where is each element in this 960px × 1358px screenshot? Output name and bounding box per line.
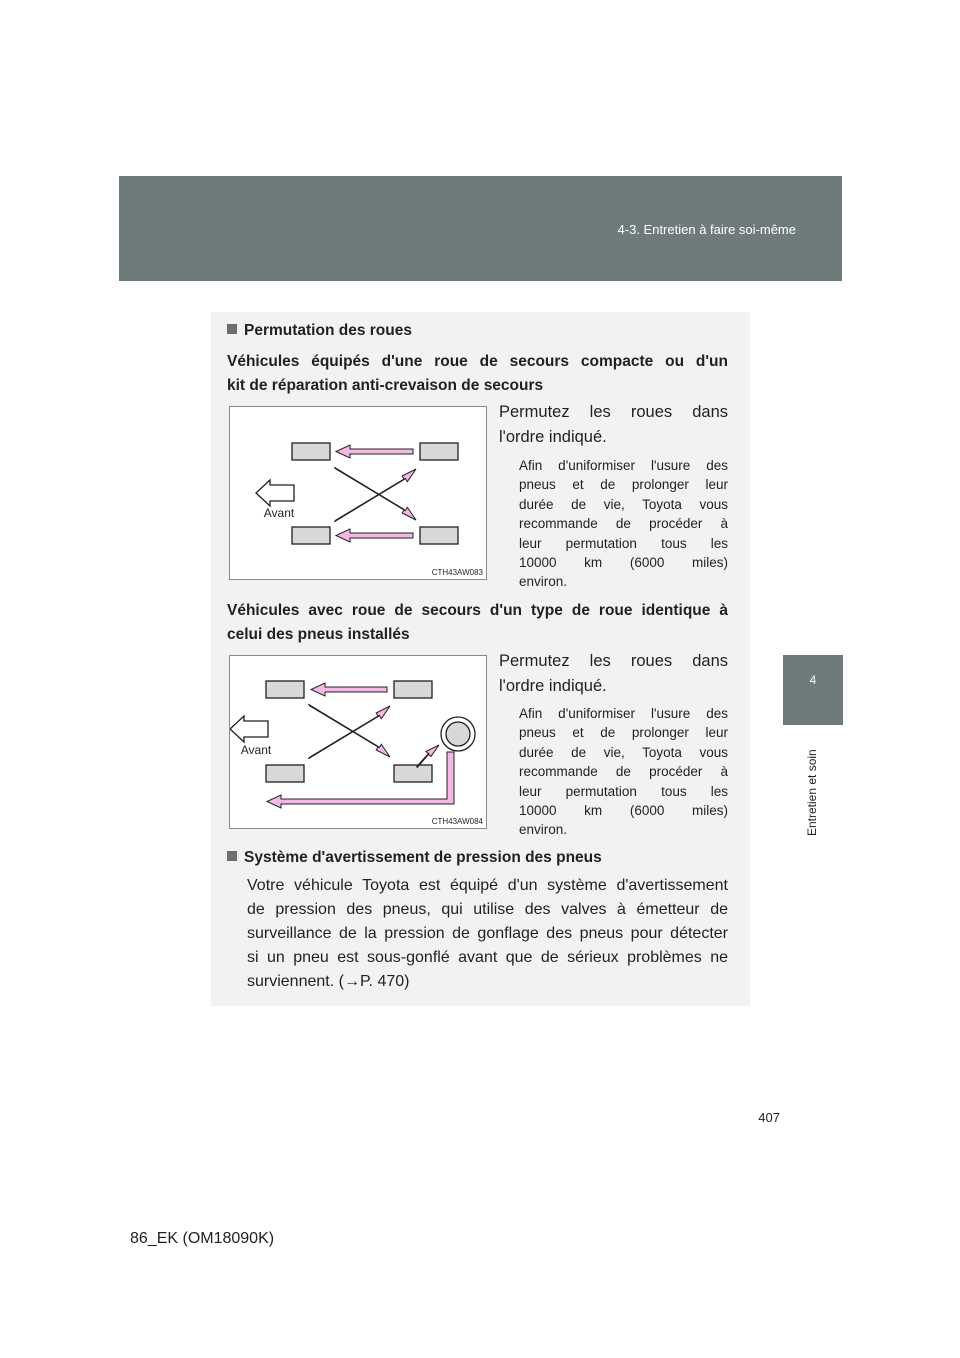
figure-code: CTH43AW084 xyxy=(431,817,483,826)
tpms-paragraph: Votre véhicule Toyota est équipé d'un système d'avertissement de pression des pneus, qui utilise des valves à émetteur de surveillance de la pression de gonflage des pneus pour détecter si un pneu est sous-gonflé avant que de sérieux problèmes ne surviennent. (→P. 470) xyxy=(247,877,728,990)
tire-rear-left xyxy=(420,443,458,460)
tire-front-left xyxy=(266,681,304,698)
arrow-rear-to-front-top xyxy=(336,445,413,458)
section-header xyxy=(119,176,842,281)
page-number: 407 xyxy=(758,1110,780,1125)
subhead-full-size-spare: Véhicules avec roue de secours d'un type de roue identique à celui des pneus installés xyxy=(227,602,728,643)
front-direction-arrow-icon xyxy=(256,480,294,506)
front-label: Avant xyxy=(240,743,272,757)
subhead-compact-spare: Véhicules équipés d'une roue de secours compacte ou d'un kit de réparation anti-crevaison de secours xyxy=(227,353,728,394)
arrow-rear-to-front-bottom xyxy=(336,529,413,542)
footer-code: 86_EK (OM18090K) xyxy=(130,1230,275,1247)
arrow-rear-right-to-spare xyxy=(417,745,439,767)
note-rotation-interval-1: Afin d'uniformiser l'usure des pneus et de prolonger leur durée de vie, Toyota vous recommande de procéder à leur permutation tous les 10000 km (6000 miles) environ. xyxy=(519,458,728,590)
figure-code: CTH43AW083 xyxy=(431,568,483,577)
instruction-rotate-2: Permutez les roues dans l'ordre indiqué. xyxy=(499,652,728,695)
heading-tpms: Système d'avertissement de pression des pneus xyxy=(227,849,602,867)
rotation-diagram-2 xyxy=(230,656,486,828)
tire-front-right xyxy=(266,765,304,782)
arrow-rear-to-front-top xyxy=(311,683,387,696)
tire-front-right xyxy=(292,527,330,544)
chapter-number: 4 xyxy=(809,673,817,687)
chapter-label: Entretien et soin xyxy=(805,749,819,836)
figure-rotation-5-tires xyxy=(229,655,487,829)
content-panel xyxy=(211,312,750,1006)
tire-rear-left xyxy=(394,681,432,698)
front-direction-arrow-icon xyxy=(230,716,268,742)
tire-rear-right xyxy=(394,765,432,782)
rotation-diagram-1 xyxy=(230,407,486,579)
spare-tire-inner xyxy=(446,722,470,746)
tire-rear-right xyxy=(420,527,458,544)
instruction-rotate-1: Permutez les roues dans l'ordre indiqué. xyxy=(499,403,728,446)
square-bullet-icon xyxy=(227,851,237,861)
front-label: Avant xyxy=(263,506,295,520)
chapter-tab xyxy=(783,655,843,725)
figure-rotation-4-tires xyxy=(229,406,487,580)
note-rotation-interval-2: Afin d'uniformiser l'usure des pneus et de prolonger leur durée de vie, Toyota vous recommande de procéder à leur permutation tous les 10000 km (6000 miles) environ. xyxy=(519,706,728,838)
square-bullet-icon xyxy=(227,324,237,334)
tire-front-left xyxy=(292,443,330,460)
chapter-label-wrap xyxy=(772,744,852,836)
section-title: 4-3. Entretien à faire soi-même xyxy=(617,222,796,237)
heading-tire-rotation: Permutation des roues xyxy=(227,322,412,340)
